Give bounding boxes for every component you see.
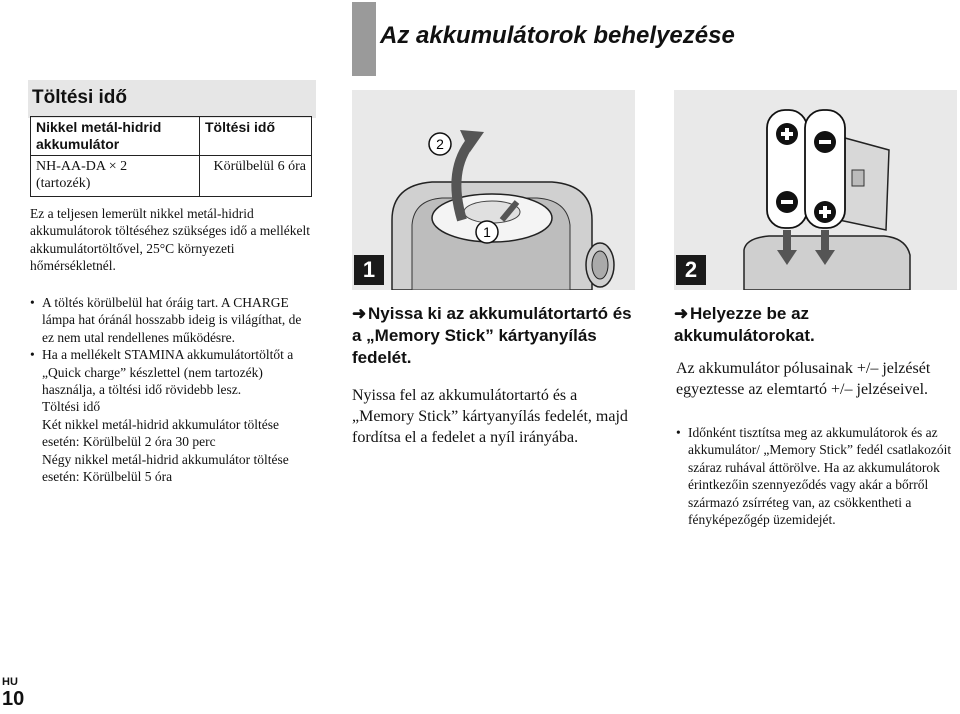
bullet-icon: • bbox=[676, 425, 681, 440]
table-header-time: Töltési idő bbox=[200, 117, 312, 156]
arrow-right-icon: ➜ bbox=[674, 304, 689, 323]
step-2-note: Időnként tisztítsa meg az akkumulátorok és az akkumulátor/ „Memory Stick” fedél csatlakozóit száraz ruhával áttörölve. Ha az akkumulátorok érintkezőin szennyeződés vagy akár a bőrről származó zsírréteg van, az csökkentheti a fényképezőgép üzemidejét. bbox=[688, 425, 952, 528]
list-item bbox=[676, 424, 956, 528]
step-1-instruction bbox=[352, 303, 642, 369]
page-number: 10 bbox=[2, 688, 25, 710]
illustration-open-cover bbox=[352, 90, 635, 290]
charging-time-subtitle: Töltési idő bbox=[42, 399, 101, 415]
step-1-instruction-text: Nyissa ki az akkumulátortartó és a „Memory Stick” kártyanyílás fedelét. bbox=[352, 304, 632, 367]
bullet-icon: • bbox=[30, 347, 35, 363]
arrow-right-icon: ➜ bbox=[352, 304, 367, 323]
bullet-icon: • bbox=[30, 295, 35, 310]
battery-model: NH-AA-DA bbox=[36, 159, 106, 174]
section-title: Töltési idő bbox=[32, 87, 127, 108]
list-item bbox=[30, 294, 315, 346]
charging-notes-list bbox=[30, 294, 315, 485]
step-2-instruction-text: Helyezze be az akkumulátorokat. bbox=[674, 304, 815, 345]
table-header-row bbox=[31, 117, 312, 156]
step-1-badge: 1 bbox=[354, 255, 384, 285]
step-2-body: Az akkumulátor pólusainak +/– jelzését egyeztesse az elemtartó +/– jelzéseivel. bbox=[676, 360, 931, 398]
charging-intro-paragraph: Ez a teljesen lemerült nikkel metál-hidrid akkumulátorok töltéséhez szükséges idő a mellékelt akkumulátortöltővel, 25°C környezeti hőmérsékletnél. bbox=[30, 206, 311, 274]
page-title: Az akkumulátorok behelyezése bbox=[380, 22, 735, 49]
battery-quantity: × 2 bbox=[108, 159, 128, 174]
charging-time-details bbox=[30, 398, 315, 485]
table-row bbox=[31, 156, 312, 197]
charging-note-1: A töltés körülbelül hat óráig tart. A CHARGE lámpa hat óránál hosszabb ideig is világíthat, de ez nem utal rendellenes működésre. bbox=[42, 295, 302, 345]
charging-time-four-batteries: Négy nikkel metál-hidrid akkumulátor töltése esetén: Körülbelül 5 óra bbox=[42, 451, 289, 485]
step-2-notes-list bbox=[676, 424, 956, 528]
language-code: HU bbox=[2, 676, 18, 688]
step-2-badge: 2 bbox=[676, 255, 706, 285]
camera-cover-illustration bbox=[352, 90, 635, 290]
table-cell-battery bbox=[31, 156, 200, 197]
battery-note: (tartozék) bbox=[36, 176, 91, 191]
charging-time-table bbox=[30, 116, 312, 197]
charging-time-two-batteries: Két nikkel metál-hidrid akkumulátor töltése esetén: Körülbelül 2 óra 30 perc bbox=[42, 416, 279, 450]
table-header-battery: Nikkel metál-hidrid akkumulátor bbox=[31, 117, 200, 156]
charging-note-2: Ha a mellékelt STAMINA akkumulátortöltőt a „Quick charge” készlettel (nem tartozék) használja, a töltési idő rövidebb lesz. bbox=[42, 347, 294, 398]
batteries-illustration bbox=[674, 90, 957, 290]
step-2-instruction bbox=[674, 303, 954, 347]
step-1-body: Nyissa fel az akkumulátortartó és a „Memory Stick” kártyanyílás fedelét, majd fordítsa el a fedelet a nyíl irányába. bbox=[352, 387, 628, 446]
header-tab-marker bbox=[352, 2, 376, 76]
callout-2-label: 2 bbox=[436, 136, 444, 152]
list-item bbox=[30, 346, 315, 398]
illustration-insert-batteries bbox=[674, 90, 957, 290]
callout-1-label: 1 bbox=[483, 224, 491, 240]
table-cell-time: Körülbelül 6 óra bbox=[200, 156, 312, 197]
